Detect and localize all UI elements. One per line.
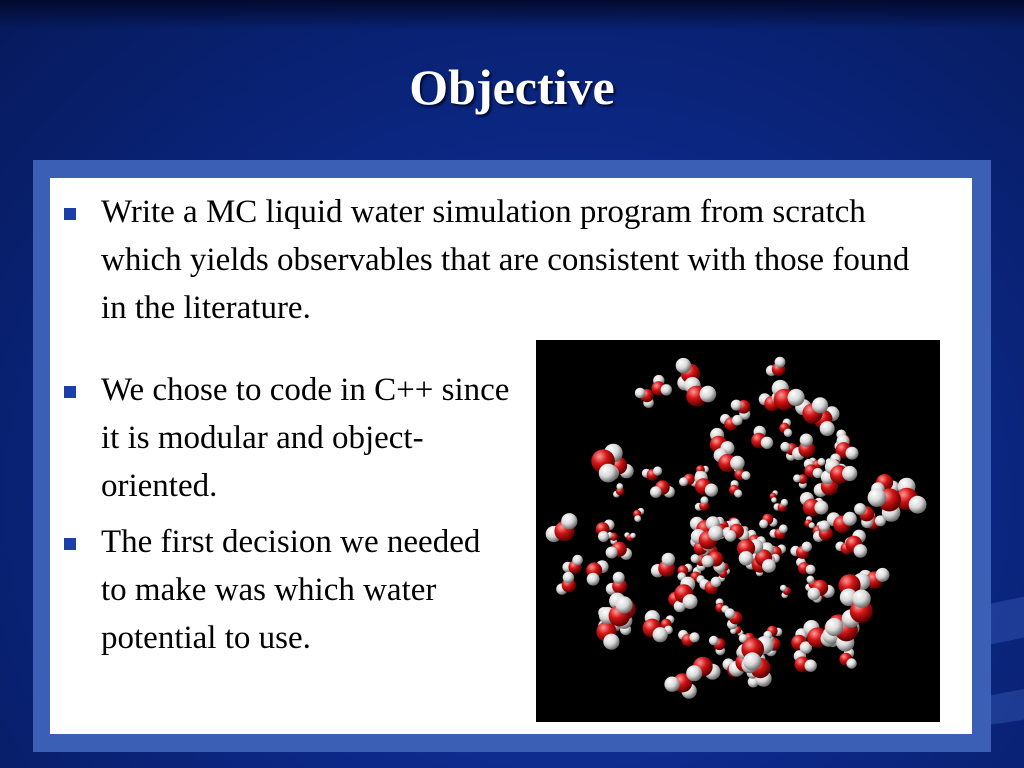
hydrogen-atom <box>854 503 866 515</box>
hydrogen-atom <box>599 464 618 483</box>
hydrogen-atom <box>739 551 754 566</box>
hydrogen-atom <box>587 573 600 586</box>
hydrogen-atom <box>842 466 857 481</box>
hydrogen-atom <box>775 357 786 368</box>
hydrogen-atom <box>800 434 813 447</box>
hydrogen-atom <box>743 652 761 670</box>
hydrogen-atom <box>805 660 817 672</box>
hydrogen-atom <box>709 636 719 646</box>
hydrogen-atom <box>779 524 788 533</box>
hydrogen-atom <box>852 590 870 608</box>
hydrogen-atom <box>814 501 828 515</box>
hydrogen-atom <box>802 542 812 552</box>
top-shade <box>0 0 1024 30</box>
hydrogen-atom <box>572 555 583 566</box>
hydrogen-atom <box>650 486 662 498</box>
bullet-text-2: We chose to code in C++ since it is modular and object-oriented. <box>101 372 510 504</box>
hydrogen-atom <box>606 547 618 559</box>
bullet-marker <box>64 208 76 220</box>
hydrogen-atom <box>603 634 619 650</box>
hydrogen-atom <box>732 415 743 426</box>
hydrogen-atom <box>705 484 718 497</box>
hydrogen-atom <box>664 677 679 692</box>
bullet-item-2 <box>101 366 516 510</box>
hydrogen-atom <box>708 526 723 541</box>
hydrogen-atom <box>808 588 821 601</box>
hydrogen-atom <box>818 458 826 466</box>
bullet-item-1 <box>101 188 931 332</box>
hydrogen-atom <box>613 572 625 584</box>
hydrogen-atom <box>812 397 828 413</box>
hydrogen-atom <box>615 596 632 613</box>
hydrogen-atom <box>759 519 768 528</box>
hydrogen-atom <box>784 429 792 437</box>
bullet-text-3: The first decision we needed to make was which water potential to use. <box>101 524 481 656</box>
hydrogen-atom <box>843 512 857 526</box>
hydrogen-atom <box>762 559 776 573</box>
bullet-marker <box>64 538 76 550</box>
hydrogen-atom <box>661 384 672 395</box>
hydrogen-atom <box>781 499 788 506</box>
bullet-marker <box>64 386 76 398</box>
hydrogen-atom <box>825 618 843 636</box>
hydrogen-atom <box>854 544 868 558</box>
hydrogen-atom <box>725 608 735 618</box>
hydrogen-atom <box>820 421 835 436</box>
hydrogen-atom <box>807 576 815 584</box>
hydrogen-atom <box>711 577 722 588</box>
hydrogen-atom <box>771 497 777 503</box>
hydrogen-atom <box>700 386 717 403</box>
bullet-text-1: Write a MC liquid water simulation program from scratch which yields observables that are consistent with those found in the literature. <box>101 194 910 326</box>
hydrogen-atom <box>635 388 646 399</box>
hydrogen-atom <box>700 496 708 504</box>
hydrogen-atom <box>686 665 702 681</box>
hydrogen-atom <box>634 515 641 522</box>
hydrogen-atom <box>909 496 927 514</box>
hydrogen-atom <box>806 565 816 575</box>
hydrogen-atom <box>653 627 668 642</box>
hydrogen-atom <box>780 585 787 592</box>
bullet-item-3 <box>101 518 496 662</box>
hydrogen-atom <box>616 483 623 490</box>
hydrogen-atom <box>734 490 742 498</box>
hydrogen-atom <box>630 533 636 539</box>
hydrogen-atom <box>662 553 675 566</box>
hydrogen-atom <box>868 488 887 507</box>
hydrogen-atom <box>793 474 801 482</box>
hydrogen-atom <box>876 568 890 582</box>
molecule-render <box>536 340 940 722</box>
hydrogen-atom <box>691 554 700 563</box>
hydrogen-atom <box>730 456 745 471</box>
hydrogen-atom <box>761 437 773 449</box>
water-molecules-image <box>536 340 940 722</box>
hydrogen-atom <box>563 572 574 583</box>
hydrogen-atom <box>780 442 790 452</box>
hydrogen-atom <box>561 513 577 529</box>
hydrogen-atom <box>683 594 698 609</box>
hydrogen-atom <box>702 555 714 567</box>
hydrogen-atom <box>676 358 691 373</box>
hydrogen-atom <box>689 632 699 642</box>
hydrogen-atom <box>653 466 662 475</box>
hydrogen-atom <box>598 531 609 542</box>
hydrogen-atom <box>846 447 859 460</box>
hydrogen-atom <box>679 477 688 486</box>
hydrogen-atom <box>846 658 856 668</box>
hydrogen-atom <box>731 400 742 411</box>
slide-title: Objective <box>409 59 615 115</box>
hydrogen-atom <box>725 530 737 542</box>
hydrogen-atom <box>742 471 751 480</box>
hydrogen-atom <box>788 389 805 406</box>
